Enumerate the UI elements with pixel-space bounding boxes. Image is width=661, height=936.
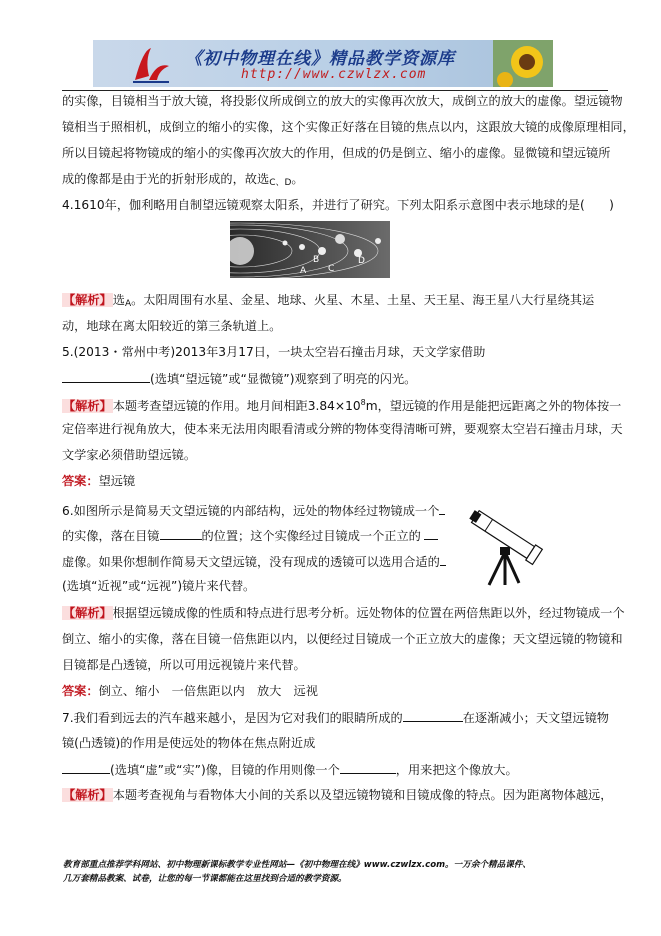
telescope-figure	[465, 507, 545, 587]
answer-choice: C、D	[269, 178, 292, 188]
header-rule	[62, 90, 608, 91]
question-7-cont: 镜(凸透镜)的作用是使远处的物体在焦点附近成	[62, 736, 316, 750]
figure-label-a: A	[300, 266, 307, 276]
figure-label-b: B	[313, 255, 320, 265]
answer-6	[62, 684, 318, 698]
figure-label-d: D	[358, 256, 365, 266]
analysis-label: 【解析】	[63, 606, 112, 620]
analysis-5	[62, 396, 621, 413]
solar-system-figure	[230, 221, 390, 278]
exponent: 8	[360, 398, 366, 407]
question-6	[62, 503, 445, 518]
text-segment: (选填“虚”或“实”)像，目镜的作用则像一个	[110, 763, 340, 777]
answer-choice: A	[124, 299, 132, 309]
question-5-cont	[62, 371, 416, 386]
answer-blank[interactable]	[160, 528, 202, 540]
footer-line: 教育部重点推荐学科网站、初中物理新课标教学专业性网站—《初中物理在线》www.czwlzx.com。一万余个精品课件、	[63, 860, 531, 870]
logo-icon	[131, 46, 171, 84]
question-5: 5.(2013・常州中考)2013年3月17日，一块太空岩石撞击月球，天文学家借助	[62, 345, 486, 359]
text-segment: 在逐渐减小；天文望远镜物	[462, 711, 609, 725]
figure-label-c: C	[328, 264, 335, 274]
text-line: 倒立、缩小的实像，落在目镜一倍焦距以内，以便经过目镜成一个正立放大的虚像；天文望远镜的物镜和	[62, 632, 623, 646]
answer-blank[interactable]	[439, 503, 445, 515]
unit: m	[365, 399, 378, 413]
question-6-cont: (选填“近视”或“远视”)镜片来代替。	[62, 579, 256, 593]
question-7	[62, 710, 609, 725]
analysis-6	[62, 606, 625, 620]
text-segment: 本题考查视角与看物体大小间的关系以及望远镜物镜和目镜成像的特点。因为距离物体越远，	[112, 788, 613, 802]
header-banner	[93, 40, 553, 87]
sunflower-icon	[493, 40, 553, 87]
analysis-label: 【解析】	[63, 399, 112, 413]
footer-line: 几万套精品教案、试卷，让您的每一节课都能在这里找到合适的教学资源。	[63, 874, 347, 884]
answer-text: 望远镜	[98, 474, 136, 488]
question-4: 4.1610年，伽利略用自制望远镜观察太阳系，并进行了研究。下列太阳系示意图中表示地球的是( )	[62, 198, 614, 212]
text-segment: 。太阳周围有水星、金星、地球、火星、木星、土星、天王星、海王星八大行星绕其运	[131, 293, 595, 307]
analysis-label: 【解析】	[63, 293, 112, 307]
answer-5	[62, 474, 135, 488]
answer-text: 倒立、缩小 一倍焦距以内 放大 远视	[98, 684, 318, 698]
text-segment: ，用来把这个像放大。	[395, 763, 518, 777]
banner-title: 《初中物理在线》精品教学资源库	[185, 49, 455, 69]
text-line: 文学家必须借助望远镜。	[62, 448, 197, 462]
distance-value: 3.84×10	[307, 399, 361, 413]
analysis-7	[62, 788, 612, 802]
text-segment: 的位置；这个实像经过目镜成一个正立的	[201, 529, 421, 543]
text-segment: 本题考查望远镜的作用。地月间相距	[112, 399, 308, 413]
text-segment: 成的像都是由于光的折射形成的，故选	[62, 172, 270, 186]
text-segment: 虚像。如果你想制作简易天文望远镜，没有现成的透镜可以选用合适的	[62, 555, 440, 569]
text-segment: 7.我们看到远去的汽车越来越小，是因为它对我们的眼睛所成的	[62, 711, 403, 725]
text-segment: 6.如图所示是简易天文望远镜的内部结构，远处的物体经过物镜成一个	[62, 504, 440, 518]
answer-blank[interactable]	[62, 762, 110, 774]
text-segment: ，望远镜的作用是能把远距离之外的物体按一	[377, 399, 622, 413]
text-line: 的实像，目镜相当于放大镜，将投影仪所成倒立的放大的实像再次放大，成倒立的放大的虚像。望远镜物	[62, 94, 623, 108]
answer-blank[interactable]	[62, 371, 150, 383]
answer-blank[interactable]	[340, 762, 396, 774]
question-6-cont	[62, 554, 446, 569]
question-7-cont	[62, 762, 518, 777]
text-line: 所以目镜起将物镜成的缩小的实像再次放大的作用，但成的仍是倒立、缩小的虚像。显微镜和望远镜所	[62, 146, 611, 160]
answer-blank[interactable]	[440, 554, 446, 566]
answer-label: 答案：	[62, 684, 99, 698]
text-segment: 。	[291, 172, 304, 186]
answer-blank[interactable]	[424, 528, 438, 540]
text-segment: 选	[112, 293, 125, 307]
text-segment: (选填“望远镜”或“显微镜”)观察到了明亮的闪光。	[150, 372, 417, 386]
text-line: 镜相当于照相机，成倒立的缩小的实像，这个实像正好落在目镜的焦点以内，这跟放大镜的成像原理相同，	[62, 120, 635, 134]
text-line	[62, 172, 304, 190]
text-line: 目镜都是凸透镜，所以可用远视镜片来代替。	[62, 658, 306, 672]
text-segment: 根据望远镜成像的性质和特点进行思考分析。远处物体的位置在两倍焦距以外，经过物镜成一个	[112, 606, 625, 620]
answer-blank[interactable]	[403, 710, 463, 722]
question-6-cont	[62, 528, 438, 543]
banner-url[interactable]: http://www.czwlzx.com	[241, 67, 427, 82]
text-segment: 的实像，落在目镜	[62, 529, 160, 543]
text-line: 动，地球在离太阳较近的第三条轨道上。	[62, 319, 282, 333]
text-line: 定倍率进行视角放大，使本来无法用肉眼看清或分辨的物体变得清晰可辨，要观察太空岩石撞击月球，天	[62, 422, 623, 436]
analysis-label: 【解析】	[63, 788, 112, 802]
analysis-4	[62, 293, 594, 311]
answer-label: 答案：	[62, 474, 99, 488]
